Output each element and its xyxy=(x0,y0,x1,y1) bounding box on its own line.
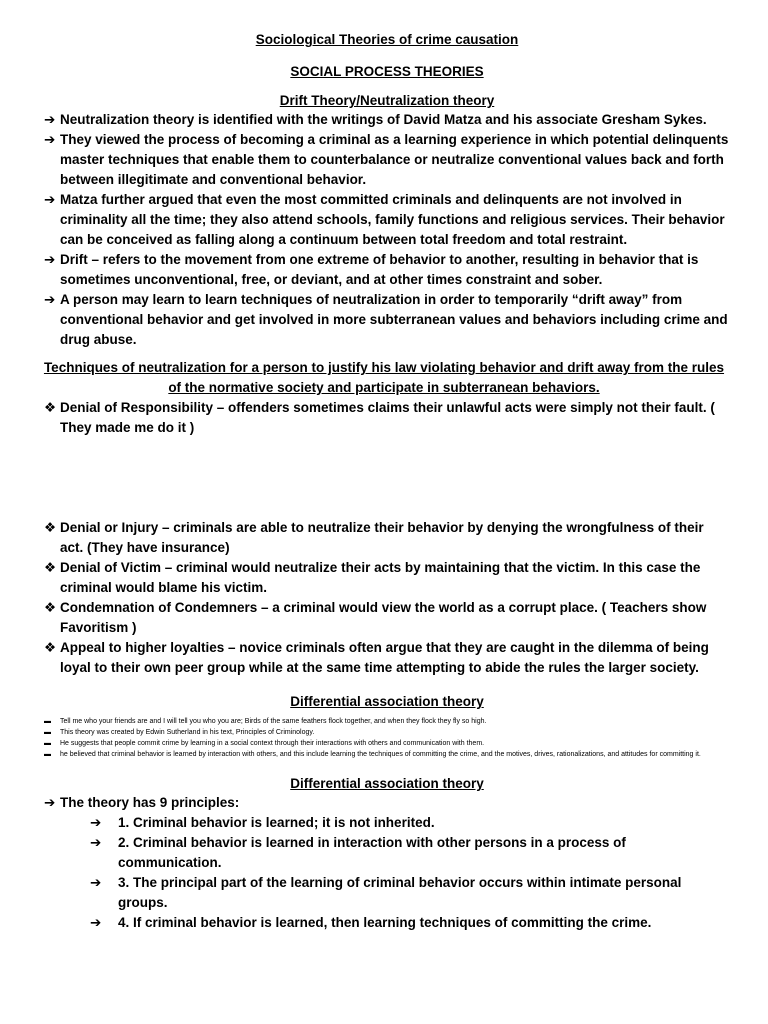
arrow-bullet-icon: ➔ xyxy=(44,252,56,267)
arrow-bullet-icon: ➔ xyxy=(44,132,56,147)
arrow-bullet-icon: ➔ xyxy=(44,292,56,307)
list-item xyxy=(90,813,730,833)
diamond-bullet-icon: ❖ xyxy=(44,400,57,415)
bullet-text: They viewed the process of becoming a criminal as a learning experience in which potential delinquents master techniques that enable them to counterbalance or neutralize conventional values back and forth between illegitimate and conventional behavior. xyxy=(60,132,729,187)
diamond-bullet-icon: ❖ xyxy=(44,560,57,575)
arrow-bullet-icon: ➔ xyxy=(90,815,102,830)
diamond-bullet-icon: ❖ xyxy=(44,520,57,535)
bullet-text: 1. Criminal behavior is learned; it is not inherited. xyxy=(118,815,435,830)
principles-intro-list xyxy=(44,793,730,813)
bullet-text: he believed that criminal behavior is learned by interaction with others, and this include learning the techniques of committing the crime, and the motives, drives, rationalizations, and attitudes for committing it. xyxy=(60,751,701,758)
bullet-text: 3. The principal part of the learning of criminal behavior occurs within intimate personal groups. xyxy=(118,875,682,910)
list-item xyxy=(44,716,730,727)
list-item xyxy=(90,913,730,933)
bullet-text: Denial of Victim – criminal would neutralize their acts by maintaining that the victim. In this case the criminal would blame his victim. xyxy=(60,560,701,595)
list-item xyxy=(44,793,730,813)
bullet-text: Denial or Injury – criminals are able to neutralize their behavior by denying the wrongfulness of their act. (They have insurance) xyxy=(60,520,704,555)
arrow-bullet-icon: ➔ xyxy=(90,915,102,930)
list-item xyxy=(44,727,730,738)
differential-association-heading-2: Differential association theory xyxy=(290,776,484,791)
bullet-text: A person may learn to learn techniques of neutralization in order to temporarily “drift away” from conventional behavior and get involved in more subterranean values and behaviors including crime and drug abuse. xyxy=(60,292,728,347)
list-item xyxy=(90,873,730,913)
document-title: Sociological Theories of crime causation xyxy=(255,32,519,47)
arrow-bullet-icon: ➔ xyxy=(44,192,56,207)
arrow-bullet-icon: ➔ xyxy=(44,795,56,810)
list-item xyxy=(44,598,730,638)
principles-list xyxy=(44,813,730,933)
list-item xyxy=(44,398,730,438)
bullet-text: Drift – refers to the movement from one extreme of behavior to another, resulting in behavior that is sometimes unconventional, free, or deviant, and at other times constraint and sober. xyxy=(60,252,699,287)
bullet-text: Tell me who your friends are and I will tell you who you are; Birds of the same feathers flock together, and when they flock they fly so high. xyxy=(60,718,487,725)
bullet-text: Condemnation of Condemners – a criminal would view the world as a corrupt place. ( Teachers show Favoritism ) xyxy=(60,600,707,635)
dash-bullet-icon: ▬ xyxy=(44,729,51,736)
dash-bullet-icon: ▬ xyxy=(44,751,51,758)
list-item xyxy=(90,833,730,873)
section-title: SOCIAL PROCESS THEORIES xyxy=(290,64,484,79)
diamond-bullet-icon: ❖ xyxy=(44,640,57,655)
bullet-text: This theory was created by Edwin Sutherland in his text, Principles of Criminology. xyxy=(60,729,315,736)
arrow-bullet-icon: ➔ xyxy=(90,835,102,850)
list-item xyxy=(44,518,730,558)
bullet-text: Matza further argued that even the most committed criminals and delinquents are not involved in criminality all the time; they also attend schools, family functions and religious services. Their behavior can be conceived as falling along a continuum between total freedom and total restraint. xyxy=(60,192,725,247)
drift-theory-heading: Drift Theory/Neutralization theory xyxy=(279,93,495,108)
list-item xyxy=(44,558,730,598)
technique-first-list xyxy=(44,398,730,438)
bullet-text: He suggests that people commit crime by learning in a social context through their interactions with others and communication with them. xyxy=(60,740,485,747)
bullet-text: Denial of Responsibility – offenders sometimes claims their unlawful acts were simply not their fault. ( They made me do it ) xyxy=(60,400,715,435)
list-item xyxy=(44,130,730,190)
list-item xyxy=(44,638,730,678)
bullet-text: Appeal to higher loyalties – novice criminals often argue that they are caught in the dilemma of being loyal to their own peer group while at the same time attempting to abide the rules the larger society. xyxy=(60,640,709,675)
list-item xyxy=(44,250,730,290)
techniques-heading: Techniques of neutralization for a person to justify his law violating behavior and drift away from the rules of the normative society and participate in subterranean behaviors. xyxy=(43,360,725,395)
drift-bullet-list xyxy=(44,110,730,350)
bullet-text: 4. If criminal behavior is learned, then learning techniques of committing the crime. xyxy=(118,915,652,930)
list-item xyxy=(44,110,730,130)
bullet-text: The theory has 9 principles: xyxy=(60,795,240,810)
arrow-bullet-icon: ➔ xyxy=(44,112,56,127)
list-item xyxy=(44,290,730,350)
bullet-text: Neutralization theory is identified with the writings of David Matza and his associate Gresham Sykes. xyxy=(60,112,707,127)
list-item xyxy=(44,190,730,250)
dash-bullet-icon: ▬ xyxy=(44,740,51,747)
dash-bullet-icon: ▬ xyxy=(44,718,51,725)
differential-association-heading: Differential association theory xyxy=(290,694,484,709)
diamond-bullet-icon: ❖ xyxy=(44,600,57,615)
technique-list xyxy=(44,518,730,678)
list-item xyxy=(44,738,730,749)
list-item xyxy=(44,749,730,760)
arrow-bullet-icon: ➔ xyxy=(90,875,102,890)
differential-small-list xyxy=(44,716,730,760)
bullet-text: 2. Criminal behavior is learned in interaction with other persons in a process of communication. xyxy=(118,835,626,870)
blank-space xyxy=(44,438,730,518)
